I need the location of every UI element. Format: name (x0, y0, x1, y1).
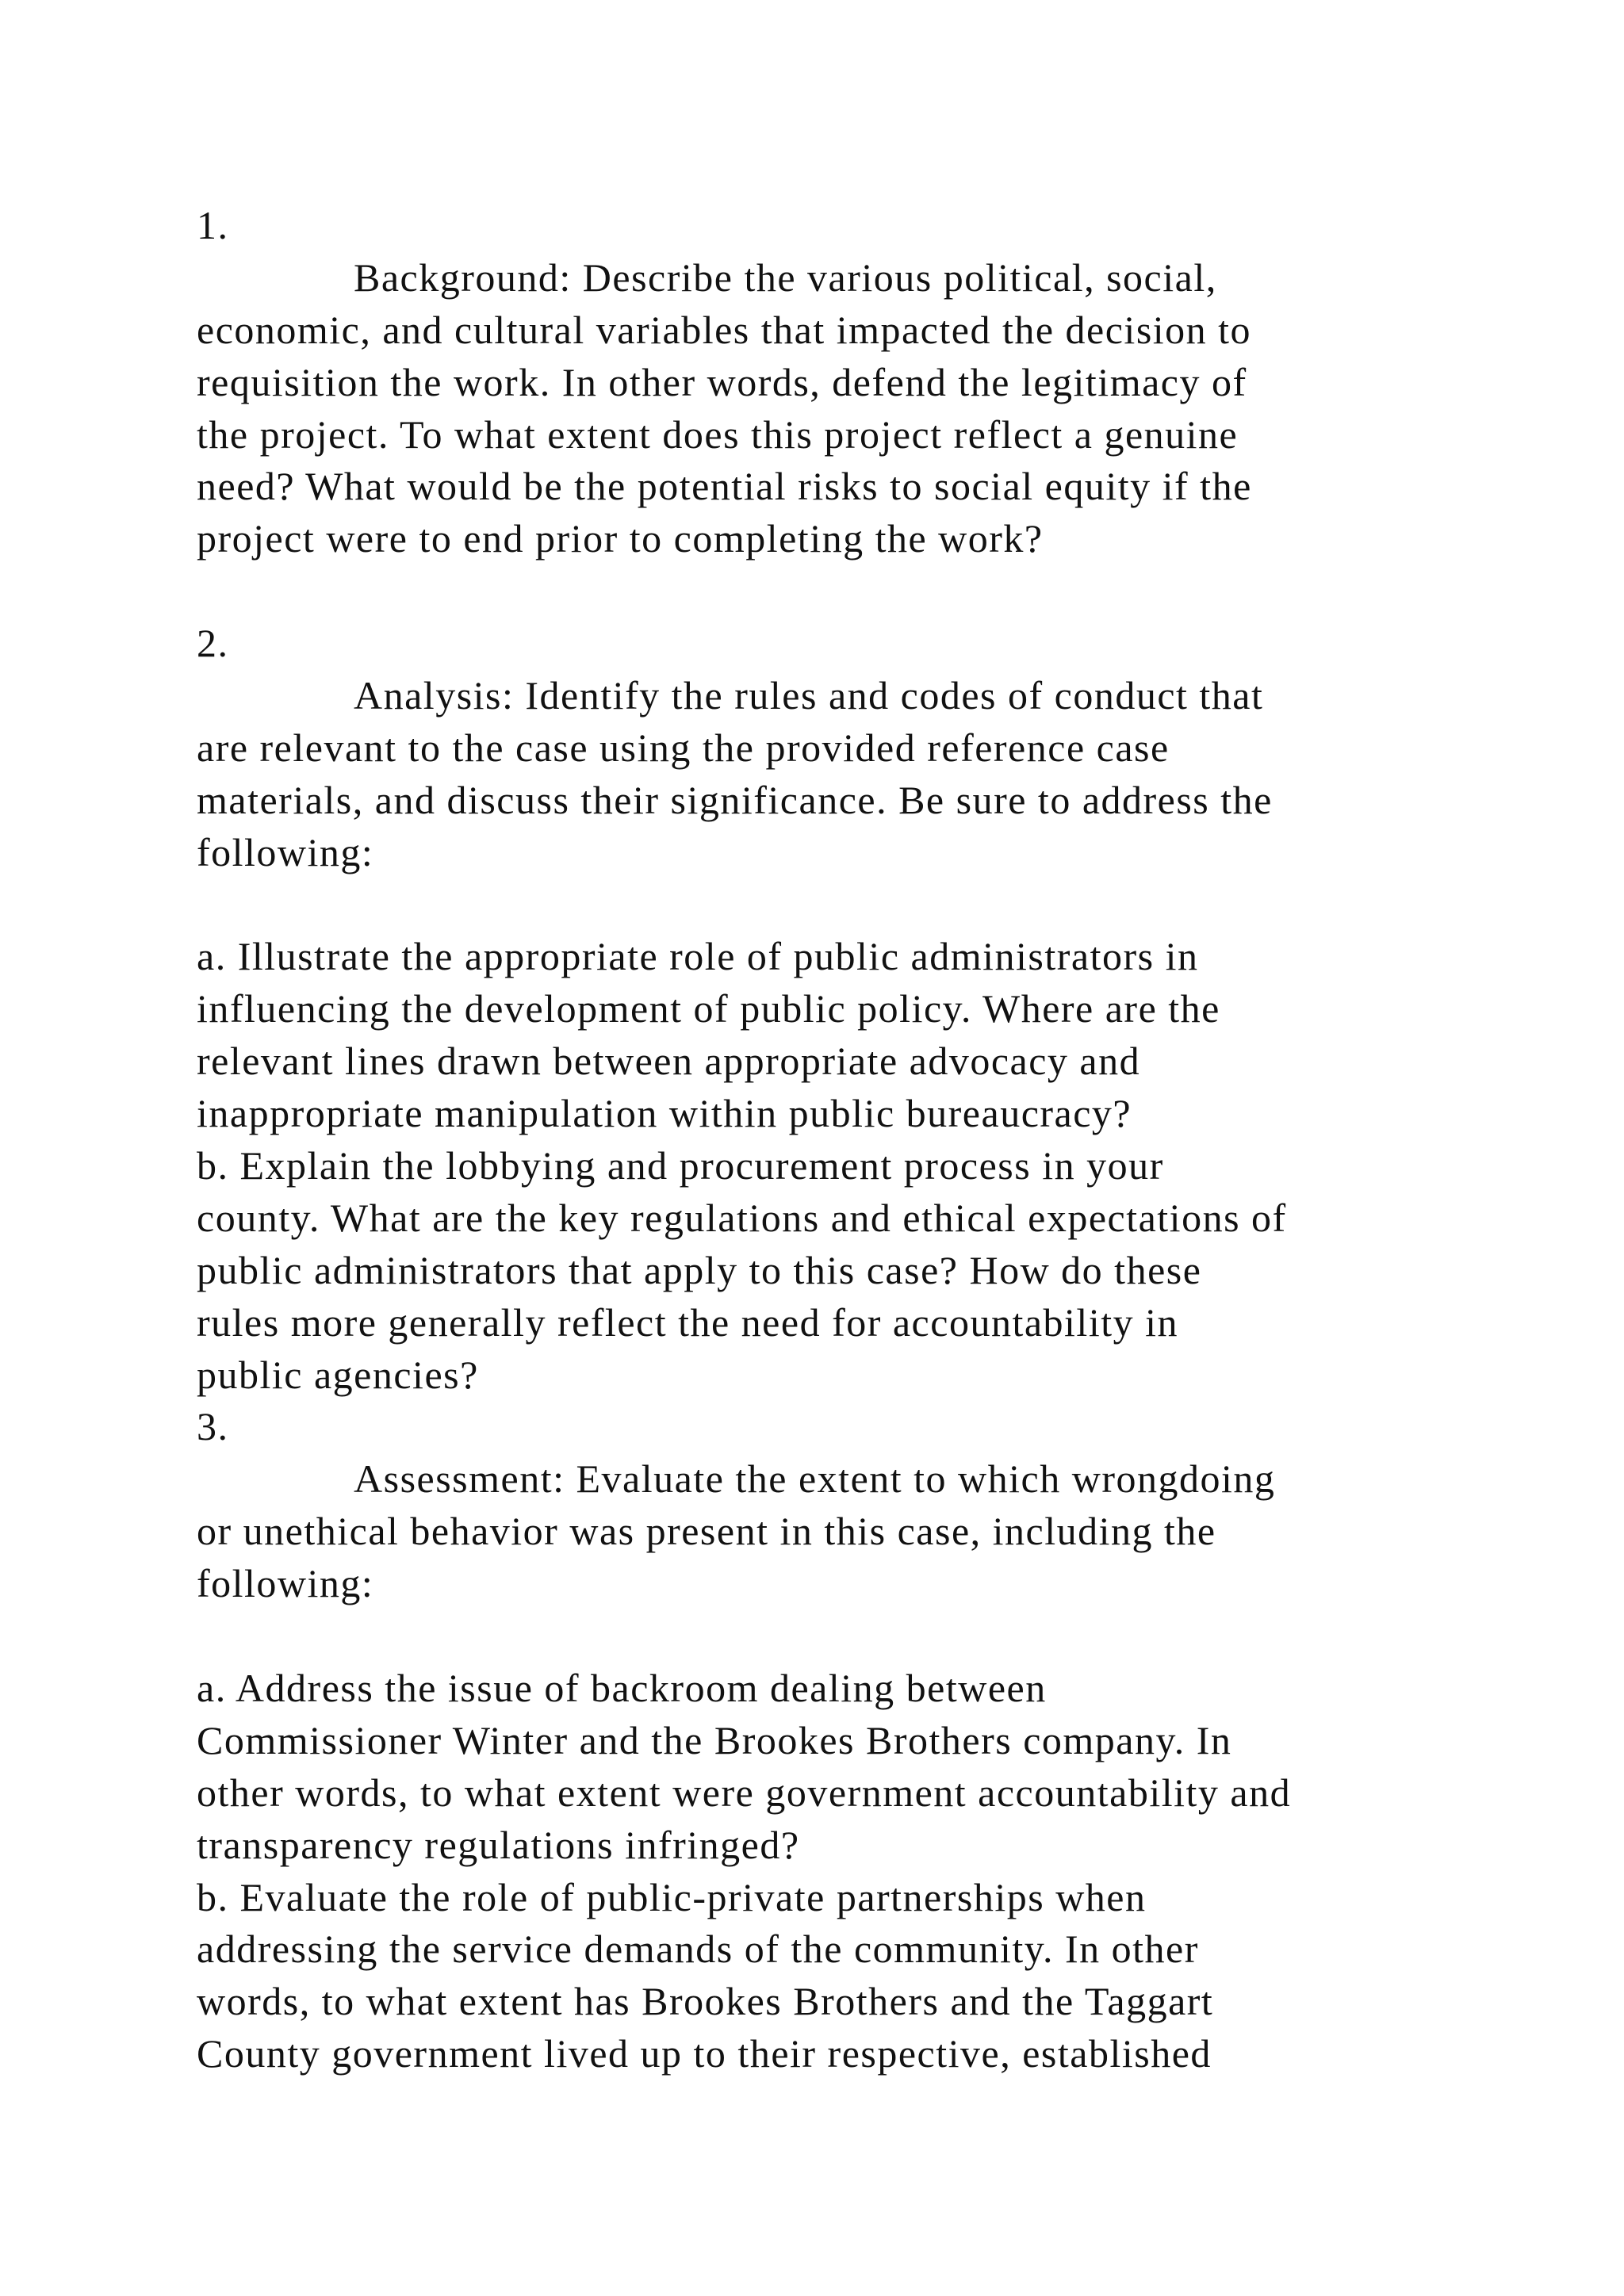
list-item-a: a. Address the issue of backroom dealing between (197, 1665, 1047, 1710)
section-number-2: 2. (197, 621, 229, 666)
assessment-heading-line: Assessment: Evaluate the extent to which wrongdoing (354, 1456, 1276, 1502)
text-line: are relevant to the case using the provided reference case (197, 725, 1170, 770)
text-line: influencing the development of public policy. Where are the (197, 986, 1220, 1031)
text-line: need? What would be the potential risks to social equity if the (197, 464, 1252, 509)
text-line: relevant lines drawn between appropriate advocacy and (197, 1039, 1141, 1084)
analysis-heading-line: Analysis: Identify the rules and codes of conduct that (354, 673, 1264, 718)
document-body (197, 200, 1545, 2080)
text-line: materials, and discuss their significance. Be sure to address the (197, 777, 1273, 822)
text-line: addressing the service demands of the community. In other (197, 1927, 1199, 1972)
text-line: public administrators that apply to this case? How do these (197, 1247, 1202, 1292)
section-number-3: 3. (197, 1404, 229, 1449)
text-line: requisition the work. In other words, defend the legitimacy of (197, 359, 1247, 404)
text-line: words, to what extent has Brookes Brothers and the Taggart (197, 1979, 1214, 2024)
text-line: other words, to what extent were government accountability and (197, 1770, 1292, 1815)
list-item-a: a. Illustrate the appropriate role of public administrators in (197, 934, 1199, 979)
text-line: following: (197, 1561, 374, 1606)
text-line: county. What are the key regulations and ethical expectations of (197, 1195, 1287, 1240)
blank-line (197, 879, 1545, 932)
background-heading-line: Background: Describe the various political, social, (354, 254, 1217, 300)
text-line: public agencies? (197, 1352, 479, 1397)
list-item-b: b. Explain the lobbying and procurement process in your (197, 1143, 1164, 1188)
text-line: rules more generally reflect the need for accountability in (197, 1299, 1178, 1345)
text-line: following: (197, 829, 374, 874)
text-line: economic, and cultural variables that impacted the decision to (197, 307, 1252, 352)
list-item-b: b. Evaluate the role of public-private partnerships when (197, 1874, 1147, 1919)
text-line: project were to end prior to completing the work? (197, 516, 1044, 561)
text-line: transparency regulations infringed? (197, 1822, 800, 1867)
text-line: inappropriate manipulation within public bureaucracy? (197, 1091, 1132, 1136)
blank-line (197, 1610, 1545, 1663)
blank-line (197, 565, 1545, 618)
section-number-1: 1. (197, 203, 229, 247)
text-line: County government lived up to their respective, established (197, 2031, 1212, 2076)
text-line: or unethical behavior was present in this case, including the (197, 1509, 1216, 1554)
text-line: Commissioner Winter and the Brookes Brothers company. In (197, 1717, 1232, 1762)
text-line: the project. To what extent does this project reflect a genuine (197, 411, 1239, 457)
